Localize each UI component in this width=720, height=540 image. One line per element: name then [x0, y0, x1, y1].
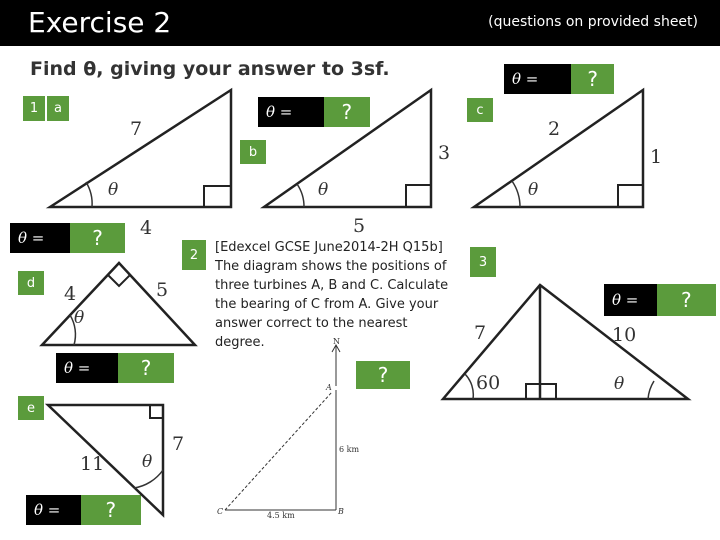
exercise-3-number: 3	[470, 247, 496, 277]
instruction-text: Find θ, giving your answer to 3sf.	[30, 58, 390, 80]
part-b-label: b	[240, 140, 266, 164]
side-d-1: 4	[64, 283, 77, 305]
answer-placeholder: ?	[324, 97, 370, 127]
point-b-label: B	[338, 507, 344, 516]
answer-lhs: θ =	[56, 353, 118, 383]
vertical-distance: 6 km	[339, 445, 360, 454]
page-subtitle: (questions on provided sheet)	[488, 14, 698, 30]
angle-a: θ	[108, 180, 119, 200]
angle-d: θ	[74, 308, 85, 328]
side-a-hyp: 7	[130, 118, 143, 140]
part-a-label: a	[47, 96, 69, 121]
point-c-label: C	[217, 507, 224, 516]
answer-lhs: θ =	[604, 284, 657, 316]
part-d-label: d	[18, 271, 44, 295]
answer-placeholder: ?	[571, 64, 614, 94]
answer-lhs: θ =	[10, 223, 70, 253]
horizontal-distance: 4.5 km	[267, 511, 295, 520]
angle-b: θ	[318, 180, 329, 200]
answer-lhs: θ =	[258, 97, 324, 127]
exercise-2-number: 2	[182, 240, 206, 270]
side-d-2: 5	[156, 279, 169, 301]
side-c-hyp: 2	[548, 118, 561, 140]
page-title: Exercise 2	[28, 6, 172, 39]
angle-3-left: 60	[476, 372, 501, 394]
side-b-adj: 5	[353, 215, 366, 237]
side-e-adj: 11	[80, 453, 105, 475]
answer-placeholder: ?	[657, 284, 716, 316]
exercise-1-number: 1	[23, 96, 45, 121]
side-3-left: 7	[474, 322, 487, 344]
answer-placeholder: ?	[81, 495, 141, 525]
side-c-opp: 1	[650, 146, 663, 168]
angle-c: θ	[528, 180, 539, 200]
part-c-label: c	[467, 98, 493, 122]
answer-placeholder: ?	[70, 223, 125, 253]
side-b-opp: 3	[438, 142, 451, 164]
angle-3-right: θ	[614, 374, 625, 394]
answer-lhs: θ =	[504, 64, 571, 94]
north-label: N	[333, 337, 340, 346]
side-e-opp: 7	[172, 433, 185, 455]
side-a-adj: 4	[140, 217, 153, 239]
answer-box-2[interactable]: ?	[356, 361, 410, 389]
part-e-label: e	[18, 396, 44, 420]
side-3-right: 10	[612, 324, 637, 346]
answer-lhs: θ =	[26, 495, 81, 525]
angle-e: θ	[142, 452, 153, 472]
answer-placeholder: ?	[118, 353, 174, 383]
point-a-label: A	[326, 383, 332, 392]
exercise-2-text: [Edexcel GCSE June2014-2H Q15b] The diagram shows the positions of three turbines A, B and C. Calculate the bearing of C from A. Give your answer correct to the nearest degree.	[215, 240, 449, 350]
